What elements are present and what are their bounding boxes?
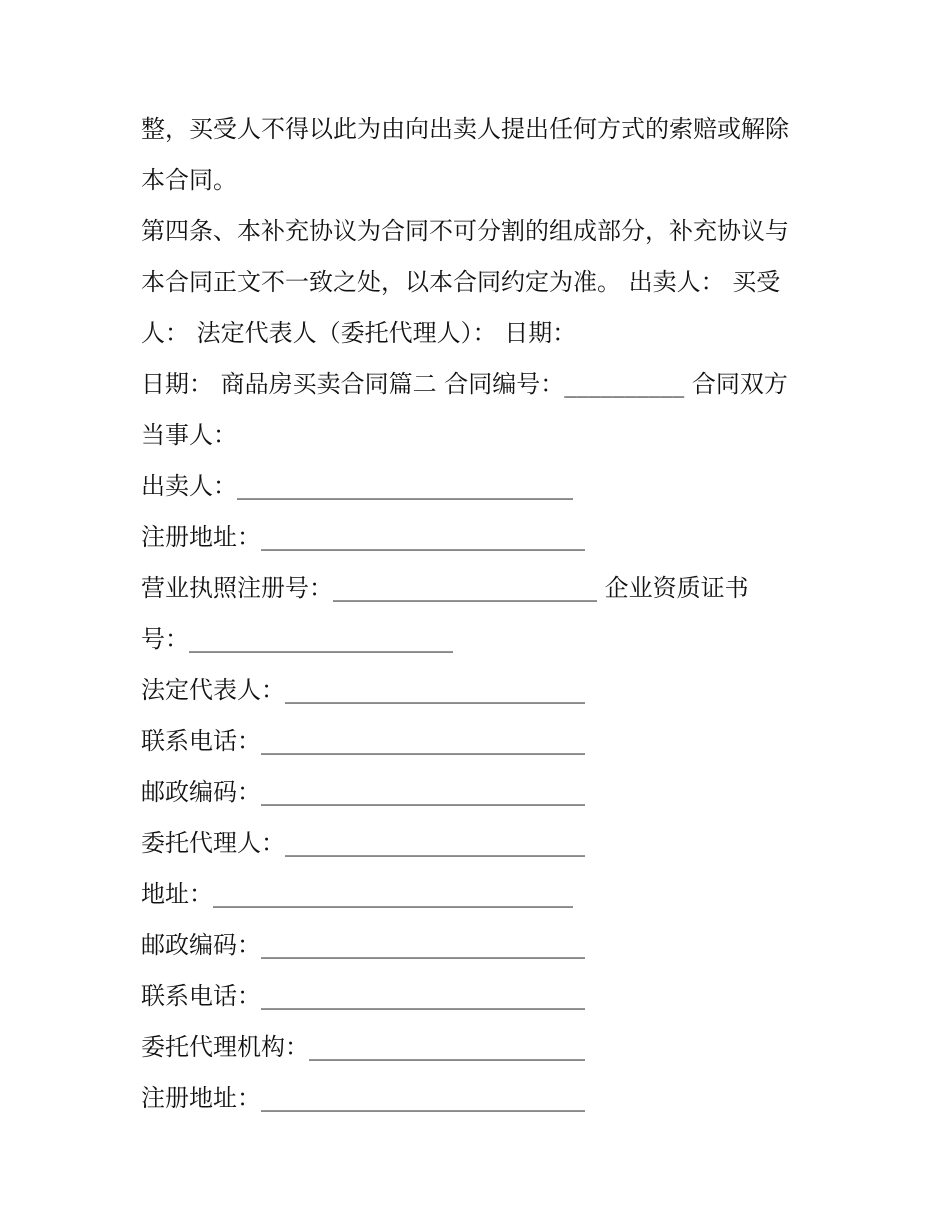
- text-line: 人： 法定代表人（委托代理人）： 日期：: [141, 319, 577, 347]
- legal-representative-field: 法定代表人：_________________________: [141, 676, 585, 704]
- text-line: 本合同正文不一致之处，以本合同约定为准。 出卖人： 买受: [141, 268, 781, 296]
- text-line: 本合同。: [141, 166, 237, 194]
- qualification-cert-field: 号：______________________: [141, 625, 453, 653]
- agent-field: 委托代理人：_________________________: [141, 829, 585, 857]
- text-line: 整，买受人不得以此为由向出卖人提出任何方式的索赔或解除: [141, 115, 789, 143]
- registered-address-field: 注册地址：___________________________: [141, 1084, 585, 1112]
- address-field: 地址：______________________________: [141, 880, 573, 908]
- text-line: 日期： 商品房买卖合同篇二 合同编号：__________ 合同双方: [141, 370, 788, 398]
- text-line: 第四条、本补充协议为合同不可分割的组成部分，补充协议与: [141, 217, 789, 245]
- postal-code-field: 邮政编码：___________________________: [141, 931, 585, 959]
- contract-text-body: [141, 104, 821, 1124]
- business-license-field: 营业执照注册号：______________________ 企业资质证书: [141, 574, 749, 602]
- registered-address-field: 注册地址：___________________________: [141, 523, 585, 551]
- text-line: 当事人：: [141, 421, 237, 449]
- agency-field: 委托代理机构：_______________________: [141, 1033, 585, 1061]
- postal-code-field: 邮政编码：___________________________: [141, 778, 585, 806]
- seller-field: 出卖人：____________________________: [141, 472, 573, 500]
- phone-field: 联系电话：___________________________: [141, 727, 585, 755]
- phone-field: 联系电话：___________________________: [141, 982, 585, 1010]
